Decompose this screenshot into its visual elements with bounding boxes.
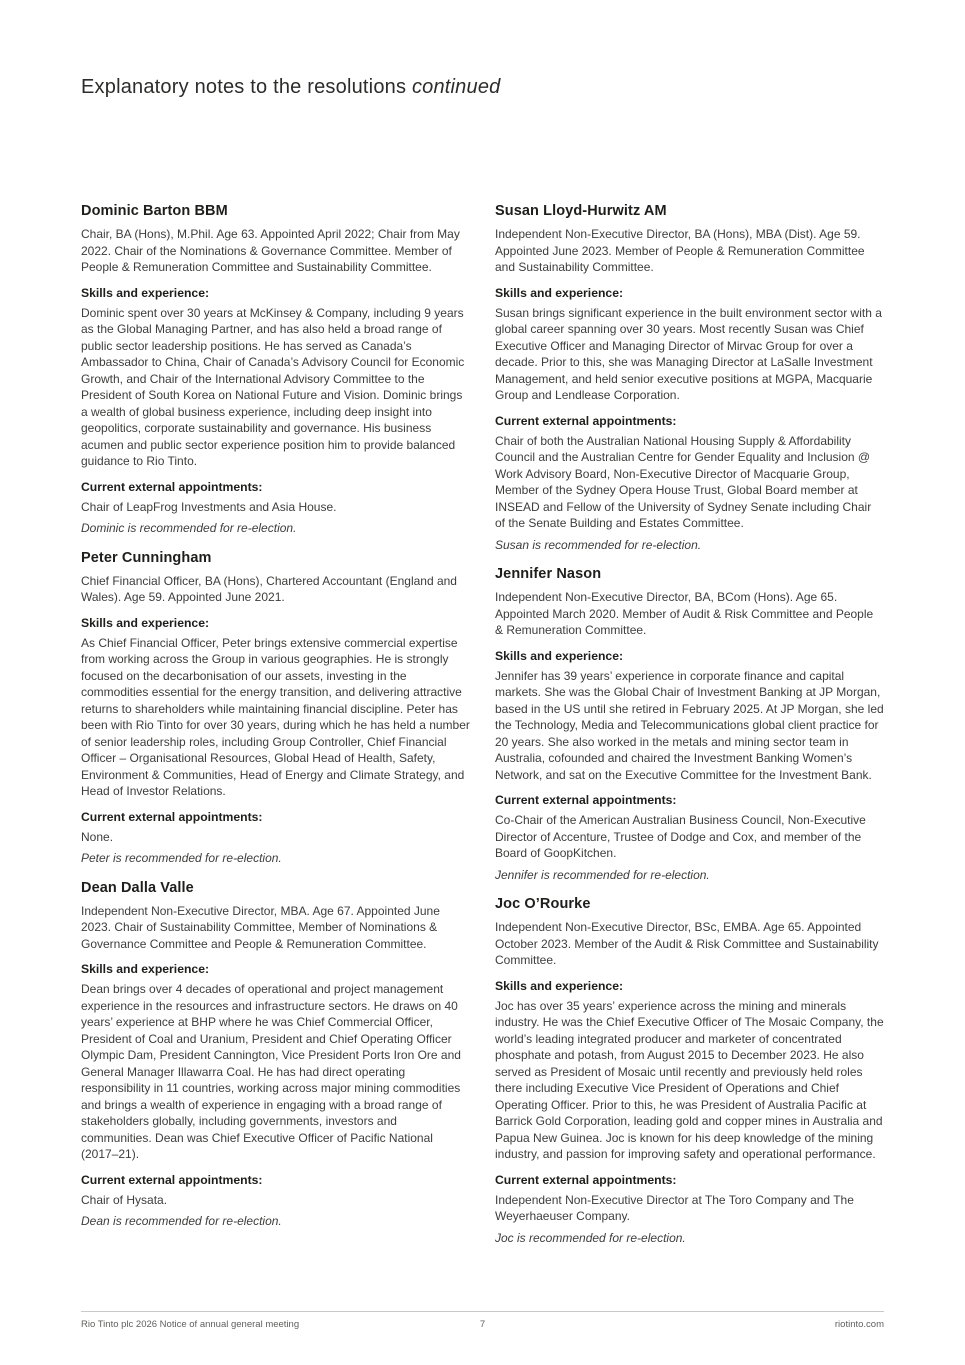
appointments-text: None. — [81, 829, 114, 844]
director-name: Joc O’Rourke — [495, 896, 591, 912]
director-name: Jennifer Nason — [495, 566, 602, 582]
skills-heading: Skills and experience: — [495, 978, 624, 993]
skills-text: Joc has over 35 years’ experience across the mining and minerals industry. He was the Chief Executive Officer of The Mosaic Company, the world’s leading integrated producer and marketer of concentrated phosphate and potash, from August 2015 to December 2023. He also served as President of Mosaic until recently and previously held roles there including Executive Vice President of Operations and Chief Operating Officer. Prior to this, he was President of Australia Pacific at Barrick Gold Corporation, leading gold and copper mines in Australia and Papua New Guinea. Joc is known for his deep knowledge of the mining industry, and passion for improving safety and operational performance. — [495, 998, 884, 1161]
recommendation-text: Susan is recommended for re-election. — [495, 537, 702, 552]
skills-text: Susan brings significant experience in the built environment sector with a global career spanning over 30 years. Most recently Susan was Chief Executive Officer and Managing Director of Mirvac Group for over a decade. Prior to this, she was Managing Director at LaSalle Investment Management, and held senior executive positions at MGPA, Macquarie Group and Lendlease Corporation. — [495, 305, 882, 402]
appointments-text: Chair of LeapFrog Investments and Asia House. — [81, 499, 337, 514]
appointments-heading: Current external appointments: — [495, 793, 677, 807]
appointments-heading: Current external appointments: — [495, 413, 677, 428]
two-column-layout — [81, 203, 884, 1259]
director-profile-dean-dalla-valle — [81, 880, 470, 1230]
recommendation-text: Jennifer is recommended for re-election. — [495, 867, 710, 882]
skills-heading: Skills and experience: — [81, 285, 210, 300]
appointments-text: Independent Non-Executive Director at The Toro Company and The Weyerhaeuser Company. — [495, 1192, 854, 1223]
page-title-text: Explanatory notes to the resolutions — [81, 76, 407, 98]
director-name: Peter Cunningham — [81, 549, 212, 566]
director-profile-peter-cunningham — [81, 550, 470, 867]
skills-heading: Skills and experience: — [81, 615, 210, 630]
appointments-heading: Current external appointments: — [81, 1172, 263, 1187]
skills-text: Jennifer has 39 years’ experience in corporate finance and capital markets. She was the Global Chair of Investment Banking at JP Morgan, based in the US until she retired in February 2025. At JP Morgan, she led the Technology, Media and Telecommunications global client practice for 20 years. She also worked in the metals and mining sector team in Australia, cofounded and chaired the Investment Banking Women’s Network, and sat on the Executive Committee for the Investment Bank. — [495, 668, 884, 782]
appointments-heading: Current external appointments: — [495, 1172, 677, 1187]
appointments-heading: Current external appointments: — [81, 809, 263, 824]
director-intro: Chief Financial Officer, BA (Hons), Chartered Accountant (England and Wales). Age 59. Appointed June 2021. — [81, 573, 457, 604]
director-name: Susan Lloyd-Hurwitz AM — [495, 203, 667, 219]
page-title-continued: continued — [411, 76, 501, 98]
skills-heading: Skills and experience: — [81, 962, 210, 976]
skills-heading: Skills and experience: — [495, 285, 624, 300]
skills-heading: Skills and experience: — [495, 648, 624, 663]
page-footer — [81, 1311, 884, 1330]
director-intro: Independent Non-Executive Director, BA (Hons), MBA (Dist). Age 59. Appointed June 2023. Member of People & Remuneration Committee and Sustainability Committee. — [495, 227, 865, 274]
director-name: Dean Dalla Valle — [81, 879, 194, 896]
appointments-text: Co-Chair of the American Australian Business Council, Non-Executive Director of Accenture, Trustee of Dodge and Cox, and member of the Board of GoopKitchen. — [495, 813, 866, 860]
footer-page-number: 7 — [479, 1319, 486, 1330]
skills-text: Dominic spent over 30 years at McKinsey & Company, including 9 years as the Global Managing Partner, and has also held a broad range of public sector leadership positions. He has served as Canada’s Ambassador to China, Chair of Canada’s Advisory Council for Economic Growth, and Chair of the International Advisory Committee to the President of South Korea on National Future and Vision. Dominic brings a wealth of global business experience, including deep insight into geopolitics, corporate sustainability and governance. His business acumen and public sector experience position him to provide balanced guidance to Rio Tinto. — [81, 305, 465, 468]
director-profile-dominic-barton — [81, 203, 470, 537]
director-intro: Chair, BA (Hons), M.Phil. Age 63. Appointed April 2022; Chair from May 2022. Chair of the Nominations & Governance Committee. Member of People & Remuneration Committee and Sustainability Committee. — [81, 227, 460, 274]
appointments-heading: Current external appointments: — [81, 479, 263, 494]
left-column — [81, 203, 470, 1259]
footer-document-title: Rio Tinto plc 2026 Notice of annual general meeting — [81, 1319, 300, 1330]
skills-text: Dean brings over 4 decades of operational and project management experience in the resources and infrastructure sectors. He draws on 40 years’ experience at BHP where he was Chief Commercial Officer, President of Coal and Uranium, President and Chief Operating Officer Olympic Dam, President Cannington, Vice President Ports Iron Ore and General Manager Illawarra Coal. He has had direct operating responsibility in 11 countries, working across major mining commodities and brings a wealth of experience in engaging with a broad range of stakeholders globally, including governments, investors and communities. Dean was Chief Executive Officer of Pacific National (2017–21). — [81, 982, 461, 1161]
footer-website: riotinto.com — [834, 1319, 884, 1330]
page-content — [81, 76, 884, 1259]
director-intro: Independent Non-Executive Director, BA, BCom (Hons). Age 65. Appointed March 2020. Member of Audit & Risk Committee and People & Remuneration Committee. — [495, 590, 874, 637]
director-intro: Independent Non-Executive Director, BSc, EMBA. Age 65. Appointed October 2023. Member of the Audit & Risk Committee and Sustainability Committee. — [495, 920, 879, 967]
director-intro: Independent Non-Executive Director, MBA. Age 67. Appointed June 2023. Chair of Sustainability Committee, Member of Nominations & Governance Committee and People & Remuneration Committee. — [81, 903, 440, 951]
director-profile-joc-orourke — [495, 896, 884, 1246]
recommendation-text: Joc is recommended for re-election. — [495, 1230, 686, 1245]
appointments-text: Chair of both the Australian National Housing Supply & Affordability Council and the Australian Centre for Gender Equality and Inclusion @ Work Advisory Board, Non-Executive Director of Macquarie Group, Member of the Sydney Opera House Trust, Global Board member at INSEAD and Fellow of the University of Sydney Senate including Chair of the Senate Building and Estates Committee. — [495, 433, 872, 530]
appointments-text: Chair of Hysata. — [81, 1192, 168, 1207]
recommendation-text: Dominic is recommended for re-election. — [81, 521, 297, 535]
recommendation-text: Peter is recommended for re-election. — [81, 851, 282, 865]
recommendation-text: Dean is recommended for re-election. — [81, 1214, 282, 1228]
page-title — [81, 76, 884, 99]
director-profile-susan-lloyd-hurwitz — [495, 203, 884, 553]
director-name: Dominic Barton BBM — [81, 203, 228, 219]
footer-row — [81, 1319, 884, 1330]
director-profile-jennifer-nason — [495, 566, 884, 883]
right-column — [495, 203, 884, 1259]
skills-text: As Chief Financial Officer, Peter brings extensive commercial expertise from working across the Group in various geographies. He is strongly focused on the decarbonisation of our assets, investing in the commodities essential for the energy transition, and delivering attractive returns to shareholders while maintaining financial discipline. Peter has been with Rio Tinto for over 30 years, during which he has held a number of senior leadership roles, including Group Controller, Chief Financial Officer – Organisational Resources, Global Head of Health, Safety, Environment & Communities, Head of Energy and Climate Strategy, and Head of Investor Relations. — [81, 635, 470, 798]
